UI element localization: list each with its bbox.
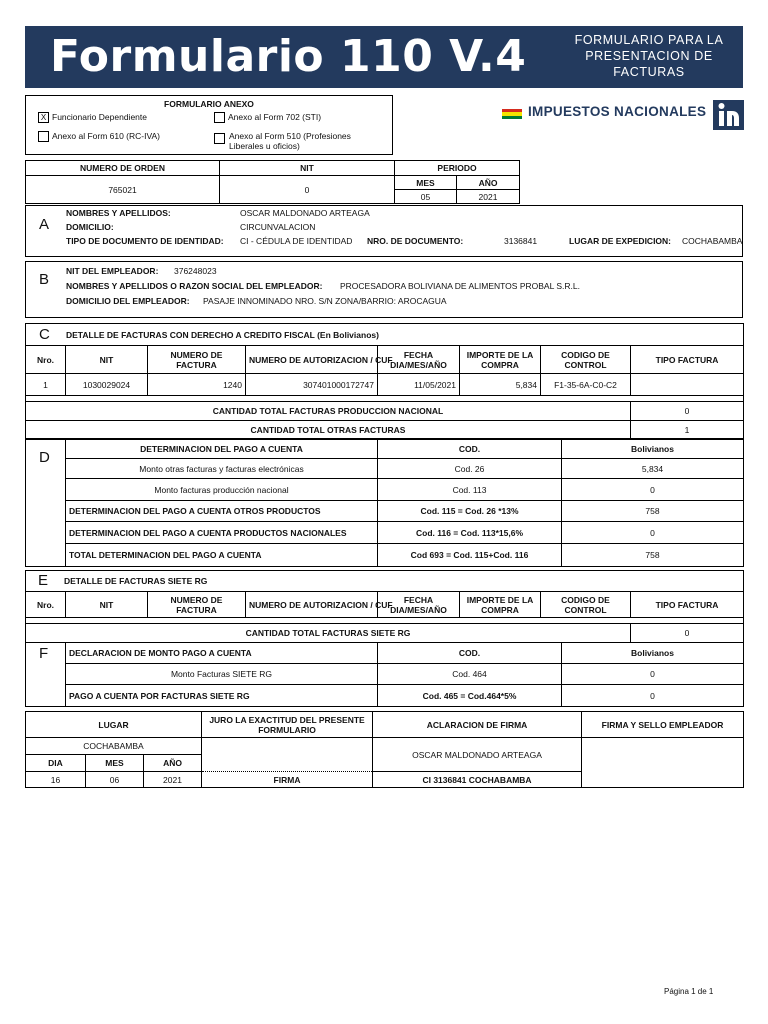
header-d-determinacion: DETERMINACION DEL PAGO A CUENTA xyxy=(66,439,378,459)
section-c-table xyxy=(25,323,744,440)
header-e-codigo: CODIGO DE CONTROL xyxy=(541,592,631,618)
total-nacional-label: CANTIDAD TOTAL FACTURAS PRODUCCION NACIONAL xyxy=(26,402,631,421)
table-row: Monto otras facturas y facturas electrónicas Cod. 26 5,834 xyxy=(26,459,744,479)
header-c-nro: Nro. xyxy=(26,346,66,374)
header-c-autorizacion: NUMERO DE AUTORIZACION / CUF xyxy=(246,346,378,374)
total-siete-value: 0 xyxy=(631,624,744,643)
header-c-fecha: FECHA DIA/MES/AÑO xyxy=(378,346,460,374)
total-otras-label: CANTIDAD TOTAL OTRAS FACTURAS xyxy=(26,421,631,440)
header-sello: FIRMA Y SELLO EMPLEADOR xyxy=(582,712,744,738)
header-d-bolivianos: Bolivianos xyxy=(562,439,744,459)
header-c-importe: IMPORTE DE LA COMPRA xyxy=(460,346,541,374)
page-number: Página 1 de 1 xyxy=(664,987,714,996)
checkbox-510[interactable] xyxy=(214,133,225,144)
lugar-value: COCHABAMBA xyxy=(26,738,202,755)
bolivia-flag-icon xyxy=(502,109,522,119)
anexo-option-702[interactable]: Anexo al Form 702 (STI) xyxy=(214,112,321,123)
checkbox-610[interactable] xyxy=(38,131,49,142)
header-juro: JURO LA EXACTITUD DEL PRESENTE FORMULARIO xyxy=(202,712,373,738)
anexo-option-funcionario[interactable]: X Funcionario Dependiente xyxy=(38,112,147,123)
header-e-fecha: FECHA DIA/MES/AÑO xyxy=(378,592,460,618)
table-row: DETERMINACION DEL PAGO A CUENTA OTROS PRODUCTOS Cod. 115 = Cod. 26 *13% 758 xyxy=(26,501,744,522)
header-c-codigo: CODIGO DE CONTROL xyxy=(541,346,631,374)
header-c-nit: NIT xyxy=(66,346,148,374)
domicilio-value: CIRCUNVALACION xyxy=(240,222,316,232)
header-numero-orden: NUMERO DE ORDEN xyxy=(26,161,220,176)
section-e-letter: E xyxy=(38,572,49,589)
in-logo-icon xyxy=(713,100,744,130)
checkbox-702[interactable] xyxy=(214,112,225,123)
header-dia: DIA xyxy=(26,755,86,772)
section-f-table xyxy=(25,642,744,707)
header-anio-firma: AÑO xyxy=(144,755,202,772)
firma-table xyxy=(25,711,744,788)
nit-empleador-value: 376248023 xyxy=(174,266,217,276)
header-e-nit: NIT xyxy=(66,592,148,618)
aclaracion-ci: CI 3136841 COCHABAMBA xyxy=(373,772,582,788)
header-anio: AÑO xyxy=(457,176,520,190)
section-a: A NOMBRES Y APELLIDOS: OSCAR MALDONADO ARTEAGA DOMICILIO: CIRCUNVALACION TIPO DE DOCUMENTO DE IDENTIDAD: CI - CÉDULA DE IDENTIDAD NRO. DE DOCUMENTO: 3136841 LUGAR DE EXPEDICION: COCHABAMBA xyxy=(25,205,743,257)
header-e-nro: Nro. xyxy=(26,592,66,618)
anexo-option-510[interactable]: Anexo al Form 510 (Profesiones Liberales u oficios) xyxy=(214,131,354,151)
header-f-cod: COD. xyxy=(378,643,562,664)
anexo-title: FORMULARIO ANEXO xyxy=(164,99,254,109)
anio-firma-value: 2021 xyxy=(144,772,202,788)
header-e-autorizacion: NUMERO DE AUTORIZACION / CUF xyxy=(246,592,378,618)
table-row: DETERMINACION DEL PAGO A CUENTA PRODUCTOS NACIONALES Cod. 116 = Cod. 113*15,6% 0 xyxy=(26,522,744,544)
header-d-cod: COD. xyxy=(378,439,562,459)
tipo-documento-value: CI - CÉDULA DE IDENTIDAD xyxy=(240,236,353,246)
section-e-title: DETALLE DE FACTURAS SIETE RG xyxy=(64,576,208,586)
header-e-importe: IMPORTE DE LA COMPRA xyxy=(460,592,541,618)
table-row: TOTAL DETERMINACION DEL PAGO A CUENTA Cod 693 = Cod. 115+Cod. 116 758 xyxy=(26,544,744,567)
nombres-value: OSCAR MALDONADO ARTEAGA xyxy=(240,208,370,218)
checkbox-funcionario[interactable]: X xyxy=(38,112,49,123)
table-row: Monto Facturas SIETE RG Cod. 464 0 xyxy=(26,664,744,685)
razon-social-value: PROCESADORA BOLIVIANA DE ALIMENTOS PROBAL S.R.L. xyxy=(340,281,580,291)
header-e-factura: NUMERO DE FACTURA xyxy=(148,592,246,618)
header-c-tipo: TIPO FACTURA xyxy=(631,346,744,374)
orden-table xyxy=(25,160,520,204)
aclaracion-nombre: OSCAR MALDONADO ARTEAGA xyxy=(373,738,582,772)
form-subtitle: FORMULARIO PARA LA PRESENTACION DE FACTURAS xyxy=(574,33,724,79)
numero-orden-value: 765021 xyxy=(26,176,220,204)
section-e-table xyxy=(25,570,744,643)
section-f-letter: F xyxy=(39,645,49,662)
dia-value: 16 xyxy=(26,772,86,788)
header-c-factura: NUMERO DE FACTURA xyxy=(148,346,246,374)
lugar-expedicion-value: COCHABAMBA xyxy=(682,236,743,246)
table-row: 1 1030029024 1240 307401000172747 11/05/2021 5,834 F1-35-6A-C0-C2 xyxy=(26,374,744,396)
header-periodo: PERIODO xyxy=(395,161,520,176)
section-d-letter: D xyxy=(39,449,50,466)
header-lugar: LUGAR xyxy=(26,712,202,738)
signature-area xyxy=(202,738,373,772)
section-c-title-row xyxy=(26,324,744,346)
form-title: Formulario 110 V.4 xyxy=(50,31,527,82)
nit-value: 0 xyxy=(220,176,395,204)
table-row: Monto facturas producción nacional Cod. 113 0 xyxy=(26,479,744,501)
anio-value: 2021 xyxy=(457,190,520,204)
header-mes-firma: MES xyxy=(86,755,144,772)
form-header xyxy=(25,26,743,88)
anexo-option-610[interactable]: Anexo al Form 610 (RC-IVA) xyxy=(38,131,160,142)
section-b: B NIT DEL EMPLEADOR: 376248023 NOMBRES Y APELLIDOS O RAZON SOCIAL DEL EMPLEADOR: PROCESADORA BOLIVIANA DE ALIMENTOS PROBAL S.R.L. DOMICILIO DEL EMPLEADOR: PASAJE INNOMINADO NRO. S/N ZONA/BARRIO: AROCAGUA xyxy=(25,261,743,318)
anexo-box xyxy=(25,95,393,155)
mes-value: 05 xyxy=(395,190,457,204)
header-e-tipo: TIPO FACTURA xyxy=(631,592,744,618)
header-f-bolivianos: Bolivianos xyxy=(562,643,744,664)
header-nit: NIT xyxy=(220,161,395,176)
mes-firma-value: 06 xyxy=(86,772,144,788)
sello-area xyxy=(582,738,744,788)
impuestos-logo: IMPUESTOS NACIONALES xyxy=(502,100,744,132)
section-a-letter: A xyxy=(39,216,50,233)
header-aclaracion: ACLARACION DE FIRMA xyxy=(373,712,582,738)
header-mes: MES xyxy=(395,176,457,190)
total-nacional-value: 0 xyxy=(631,402,744,421)
header-f-declaracion: DECLARACION DE MONTO PAGO A CUENTA xyxy=(66,643,378,664)
firma-label: FIRMA xyxy=(202,772,373,788)
table-row: PAGO A CUENTA POR FACTURAS SIETE RG Cod. 465 = Cod.464*5% 0 xyxy=(26,685,744,707)
domicilio-empleador-value: PASAJE INNOMINADO NRO. S/N ZONA/BARRIO: AROCAGUA xyxy=(203,296,447,306)
section-b-letter: B xyxy=(39,271,50,288)
section-c-letter: C xyxy=(39,326,50,343)
total-siete-label: CANTIDAD TOTAL FACTURAS SIETE RG xyxy=(26,624,631,643)
nro-documento-value: 3136841 xyxy=(504,236,538,246)
section-d-table xyxy=(25,438,744,567)
total-otras-value: 1 xyxy=(631,421,744,440)
section-c-title: DETALLE DE FACTURAS CON DERECHO A CREDITO FISCAL (En Bolivianos) xyxy=(66,329,379,340)
